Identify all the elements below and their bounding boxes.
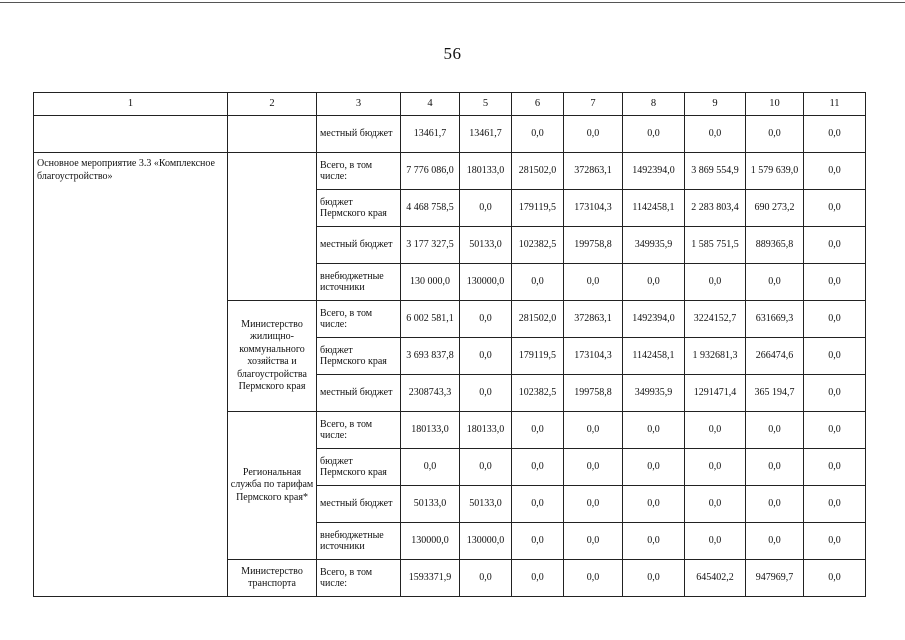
table-row xyxy=(34,116,866,153)
value-cell: 0,0 xyxy=(804,449,866,486)
value-cell: 0,0 xyxy=(512,523,564,560)
value-cell: 13461,7 xyxy=(401,116,460,153)
value-cell: 1142458,1 xyxy=(623,338,685,375)
empty-cell xyxy=(34,116,228,153)
column-number: 8 xyxy=(623,93,685,116)
value-cell: 0,0 xyxy=(401,449,460,486)
value-cell: 0,0 xyxy=(746,412,804,449)
funding-source: местный бюджет xyxy=(317,116,401,153)
value-cell: 281502,0 xyxy=(512,301,564,338)
value-cell: 50133,0 xyxy=(401,486,460,523)
value-cell: 0,0 xyxy=(564,449,623,486)
value-cell: 947969,7 xyxy=(746,560,804,597)
value-cell: 0,0 xyxy=(746,486,804,523)
executor-empty xyxy=(228,153,317,301)
funding-source: Всего, в том числе: xyxy=(317,560,401,597)
value-cell: 0,0 xyxy=(804,486,866,523)
value-cell: 180133,0 xyxy=(460,412,512,449)
value-cell: 0,0 xyxy=(564,116,623,153)
value-cell: 0,0 xyxy=(623,560,685,597)
value-cell: 365 194,7 xyxy=(746,375,804,412)
value-cell: 372863,1 xyxy=(564,301,623,338)
column-number: 10 xyxy=(746,93,804,116)
funding-source: Всего, в том числе: xyxy=(317,153,401,190)
value-cell: 0,0 xyxy=(564,264,623,301)
value-cell: 349935,9 xyxy=(623,227,685,264)
value-cell: 4 468 758,5 xyxy=(401,190,460,227)
value-cell: 50133,0 xyxy=(460,227,512,264)
value-cell: 0,0 xyxy=(685,523,746,560)
column-number: 7 xyxy=(564,93,623,116)
value-cell: 0,0 xyxy=(512,560,564,597)
value-cell: 173104,3 xyxy=(564,190,623,227)
value-cell: 0,0 xyxy=(685,264,746,301)
value-cell: 0,0 xyxy=(623,264,685,301)
budget-table-body xyxy=(34,93,866,597)
value-cell: 645402,2 xyxy=(685,560,746,597)
table-row xyxy=(34,153,866,190)
column-number: 4 xyxy=(401,93,460,116)
value-cell: 0,0 xyxy=(623,523,685,560)
value-cell: 0,0 xyxy=(623,116,685,153)
value-cell: 0,0 xyxy=(804,338,866,375)
value-cell: 690 273,2 xyxy=(746,190,804,227)
value-cell: 0,0 xyxy=(564,560,623,597)
funding-source: местный бюджет xyxy=(317,227,401,264)
executor-name: Министерство транспорта xyxy=(228,560,317,597)
column-number: 1 xyxy=(34,93,228,116)
value-cell: 130000,0 xyxy=(401,523,460,560)
value-cell: 6 002 581,1 xyxy=(401,301,460,338)
funding-source: внебюджетные источники xyxy=(317,264,401,301)
value-cell: 0,0 xyxy=(804,264,866,301)
value-cell: 0,0 xyxy=(685,412,746,449)
value-cell: 13461,7 xyxy=(460,116,512,153)
value-cell: 0,0 xyxy=(623,412,685,449)
page-number: 56 xyxy=(443,44,462,63)
column-number: 9 xyxy=(685,93,746,116)
value-cell: 0,0 xyxy=(564,523,623,560)
value-cell: 0,0 xyxy=(804,375,866,412)
value-cell: 0,0 xyxy=(804,523,866,560)
value-cell: 372863,1 xyxy=(564,153,623,190)
value-cell: 0,0 xyxy=(512,264,564,301)
value-cell: 130 000,0 xyxy=(401,264,460,301)
column-number: 3 xyxy=(317,93,401,116)
value-cell: 0,0 xyxy=(746,116,804,153)
value-cell: 199758,8 xyxy=(564,375,623,412)
value-cell: 2308743,3 xyxy=(401,375,460,412)
value-cell: 0,0 xyxy=(623,449,685,486)
value-cell: 889365,8 xyxy=(746,227,804,264)
funding-source: внебюджетные источники xyxy=(317,523,401,560)
value-cell: 3 693 837,8 xyxy=(401,338,460,375)
value-cell: 0,0 xyxy=(746,449,804,486)
value-cell: 0,0 xyxy=(804,116,866,153)
value-cell: 0,0 xyxy=(804,190,866,227)
value-cell: 349935,9 xyxy=(623,375,685,412)
value-cell: 7 776 086,0 xyxy=(401,153,460,190)
value-cell: 0,0 xyxy=(460,338,512,375)
value-cell: 0,0 xyxy=(564,486,623,523)
value-cell: 0,0 xyxy=(460,375,512,412)
empty-cell xyxy=(228,116,317,153)
value-cell: 281502,0 xyxy=(512,153,564,190)
value-cell: 0,0 xyxy=(746,264,804,301)
value-cell: 0,0 xyxy=(564,412,623,449)
value-cell: 1492394,0 xyxy=(623,153,685,190)
value-cell: 1 585 751,5 xyxy=(685,227,746,264)
value-cell: 179119,5 xyxy=(512,190,564,227)
value-cell: 180133,0 xyxy=(460,153,512,190)
value-cell: 0,0 xyxy=(804,560,866,597)
value-cell: 1142458,1 xyxy=(623,190,685,227)
value-cell: 0,0 xyxy=(804,301,866,338)
value-cell: 2 283 803,4 xyxy=(685,190,746,227)
funding-source: Всего, в том числе: xyxy=(317,412,401,449)
value-cell: 102382,5 xyxy=(512,375,564,412)
value-cell: 180133,0 xyxy=(401,412,460,449)
executor-name: Министерство жилищно-коммунального хозяйства и благоустройства Пермского края xyxy=(228,301,317,412)
value-cell: 130000,0 xyxy=(460,523,512,560)
value-cell: 173104,3 xyxy=(564,338,623,375)
value-cell: 0,0 xyxy=(512,449,564,486)
funding-source: бюджет Пермского края xyxy=(317,338,401,375)
value-cell: 0,0 xyxy=(804,227,866,264)
value-cell: 0,0 xyxy=(460,560,512,597)
value-cell: 3 177 327,5 xyxy=(401,227,460,264)
value-cell: 0,0 xyxy=(460,301,512,338)
value-cell: 631669,3 xyxy=(746,301,804,338)
column-number: 2 xyxy=(228,93,317,116)
column-number: 5 xyxy=(460,93,512,116)
value-cell: 0,0 xyxy=(512,412,564,449)
funding-source: Всего, в том числе: xyxy=(317,301,401,338)
column-number-row xyxy=(34,93,866,116)
value-cell: 0,0 xyxy=(804,153,866,190)
scan-top-edge xyxy=(0,2,905,3)
value-cell: 1291471,4 xyxy=(685,375,746,412)
value-cell: 0,0 xyxy=(746,523,804,560)
value-cell: 179119,5 xyxy=(512,338,564,375)
value-cell: 1492394,0 xyxy=(623,301,685,338)
activity-name: Основное мероприятие 3.3 «Комплексное благоустройство» xyxy=(34,153,228,597)
value-cell: 102382,5 xyxy=(512,227,564,264)
value-cell: 1 932681,3 xyxy=(685,338,746,375)
value-cell: 3224152,7 xyxy=(685,301,746,338)
funding-source: местный бюджет xyxy=(317,486,401,523)
funding-source: бюджет Пермского края xyxy=(317,449,401,486)
value-cell: 199758,8 xyxy=(564,227,623,264)
value-cell: 0,0 xyxy=(685,116,746,153)
value-cell: 50133,0 xyxy=(460,486,512,523)
value-cell: 0,0 xyxy=(623,486,685,523)
value-cell: 0,0 xyxy=(685,449,746,486)
funding-source: местный бюджет xyxy=(317,375,401,412)
value-cell: 266474,6 xyxy=(746,338,804,375)
column-number: 11 xyxy=(804,93,866,116)
funding-source: бюджет Пермского края xyxy=(317,190,401,227)
value-cell: 0,0 xyxy=(804,412,866,449)
budget-table xyxy=(33,92,866,597)
value-cell: 0,0 xyxy=(512,486,564,523)
column-number: 6 xyxy=(512,93,564,116)
value-cell: 1593371,9 xyxy=(401,560,460,597)
value-cell: 130000,0 xyxy=(460,264,512,301)
executor-name: Региональная служба по тарифам Пермского края* xyxy=(228,412,317,560)
value-cell: 0,0 xyxy=(460,449,512,486)
value-cell: 0,0 xyxy=(512,116,564,153)
value-cell: 1 579 639,0 xyxy=(746,153,804,190)
value-cell: 0,0 xyxy=(685,486,746,523)
value-cell: 3 869 554,9 xyxy=(685,153,746,190)
value-cell: 0,0 xyxy=(460,190,512,227)
